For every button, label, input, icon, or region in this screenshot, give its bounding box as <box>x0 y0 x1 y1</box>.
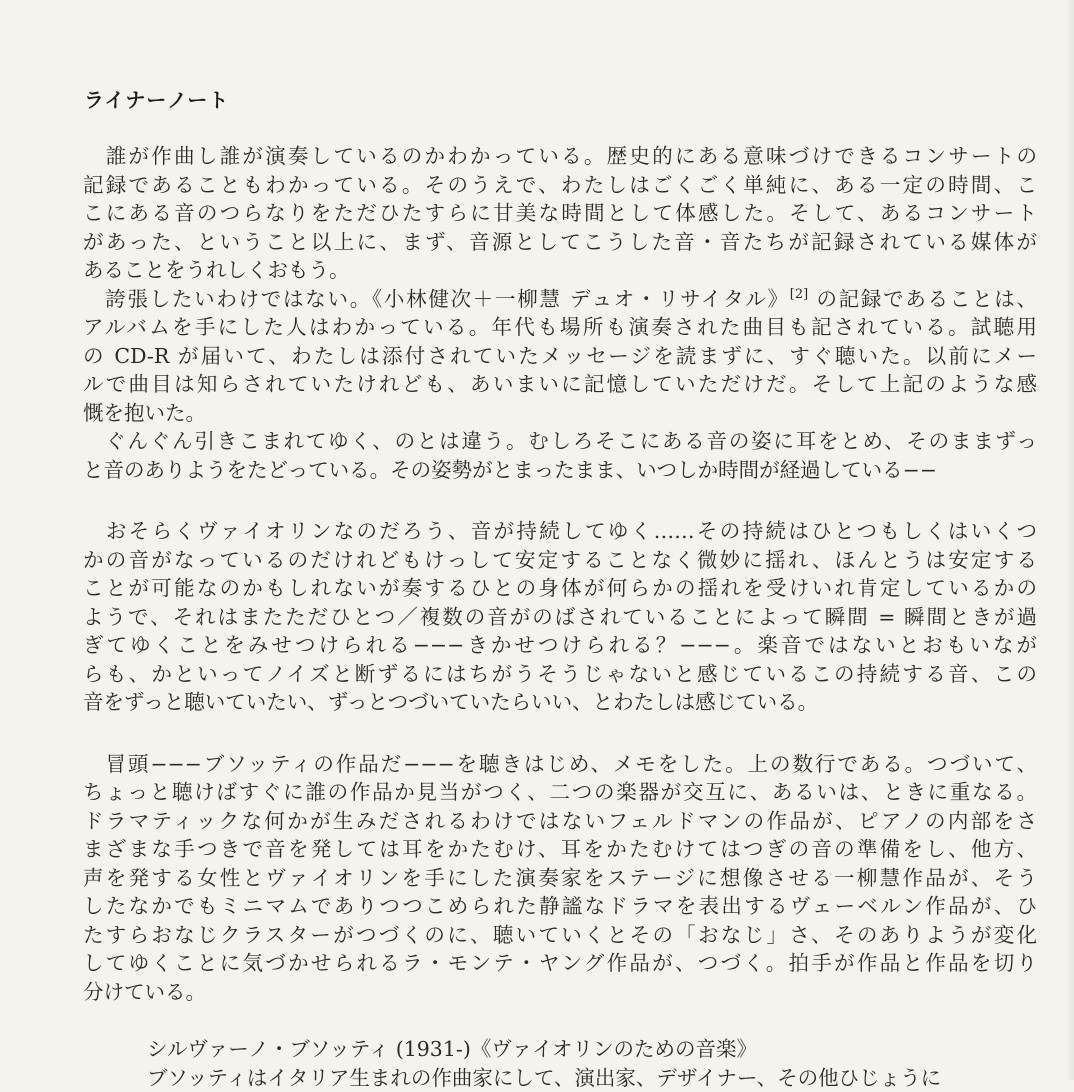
text-line: まざまな手つきで音を発しては耳をかたむけ、耳をかたむけてはつぎの音の準備をし、他方、 <box>83 837 1037 861</box>
text-line: 誰が作曲し誰が演奏しているのかわかっている。歴史的にある意味づけできるコンサートの <box>83 144 1037 168</box>
text-line: ぐんぐん引きこまれてゆく、のとは違う。むしろそこにある音の姿に耳をとめ、そのままずっ <box>83 429 1037 453</box>
text-line: らも、かといってノイズと断ずるにはちがうそうじゃないと感じているこの持続する音、この <box>83 661 1037 686</box>
text-line: たすらおなじクラスターがつづくのに、聴いていくとその「おなじ」さ、そのありようが変化 <box>83 922 1037 947</box>
section-title: ライナーノート <box>84 88 230 112</box>
paragraph <box>83 285 1037 428</box>
text-line: おそらくヴァイオリンなのだろう、音が持続してゆく……その持続はひとつもしくはいくつ <box>83 519 1037 543</box>
text-line: 誇張したいわけではない。《小林健次＋一柳慧 デュオ・リサイタル》[2] の記録であることは、 <box>83 286 1037 311</box>
text-line: してゆくことに気づかせられるラ・モンテ・ヤング作品が、つづく。拍手が作品と作品を切り <box>83 951 1037 975</box>
text-line: ルで曲目は知らされていたけれども、あいまいに記憶していただけだ。そして上記のような感 <box>83 372 1037 396</box>
text-line: 音をずっと聴いていたい、ずっとつづいていたらいい、とわたしは感じている。 <box>83 690 819 714</box>
text-line: ことが可能なのかもしれないが奏するひとの身体が何らかの揺れを受けいれ肯定しているかの <box>83 576 1037 600</box>
text-line: 慨を抱いた。 <box>83 400 206 425</box>
paragraph <box>83 517 1037 717</box>
text-line: したなかでもミニマムでありつつこめられた静謐なドラマを表出するヴェーベルン作品が、ひ <box>83 894 1037 918</box>
paragraph <box>83 750 1037 1007</box>
page-edge-shadow <box>1066 0 1074 1080</box>
work-description-partial: ブソッティはイタリア生まれの作曲家にして、演出家、デザイナー、その他ひじょうに <box>147 1065 942 1090</box>
text-line: 冒頭−−−ブソッティの作品だ−−−を聴きはじめ、メモをした。上の数行である。つづいて、 <box>83 751 1037 776</box>
text-line: あることをうれしくおもう。 <box>83 258 350 282</box>
work-heading: シルヴァーノ・ブソッティ (1931-)《ヴァイオリンのための音楽》 <box>147 1037 757 1061</box>
paragraph <box>83 427 1037 484</box>
text-line: があった、ということ以上に、まず、音源としてこうした音・音たちが記録されている媒体が <box>83 229 1037 254</box>
footnote-ref[interactable]: [2] <box>789 286 809 302</box>
liner-notes-body <box>83 142 1037 1090</box>
text-line: 分けている。 <box>83 979 206 1004</box>
text-line: かの音がなっているのだけれどもけっして安定することなく微妙に揺れ、ほんとうは安定する <box>83 547 1037 572</box>
text-line: ドラマティックな何かが生みだされるわけではないフェルドマンの作品が、ピアノの内部をさ <box>83 808 1037 833</box>
text-line: 記録であることもわかっている。そのうえで、わたしはごくごく単純に、ある一定の時間、こ <box>83 172 1037 197</box>
text-line: ぎてゆくことをみせつけられる−−−きかせつけられる？−−−。楽音ではないとおもいなが <box>83 633 1037 657</box>
text-line: こにある音のつらなりをただひたすらに甘美な時間として体感した。そして、あるコンサート <box>83 201 1037 225</box>
text-line: 声を発する女性とヴァイオリンを手にした演奏家をステージに想像させる一柳慧作品が、そう <box>83 865 1037 890</box>
paragraph <box>83 142 1037 285</box>
text-line: の CD-R が届いて、わたしは添付されていたメッセージを読まずに、すぐ聴いた。以前にメー <box>83 343 1037 368</box>
text-line: ちょっと聴けばすぐに誰の作品か見当がつく、二つの楽器が交互に、あるいは、ときに重なる。 <box>83 780 1037 804</box>
text-line: ようで、それはまたただひとつ／複数の音がのばされていることによって瞬間 = 瞬間ときが過 <box>83 604 1037 629</box>
text-line: アルバムを手にした人はわかっている。年代も場所も演奏された曲目も記されている。試聴用 <box>83 315 1037 339</box>
text-line: と音のありようをたどっている。その姿勢がとまったまま、いつしか時間が経過している−− <box>83 457 937 482</box>
